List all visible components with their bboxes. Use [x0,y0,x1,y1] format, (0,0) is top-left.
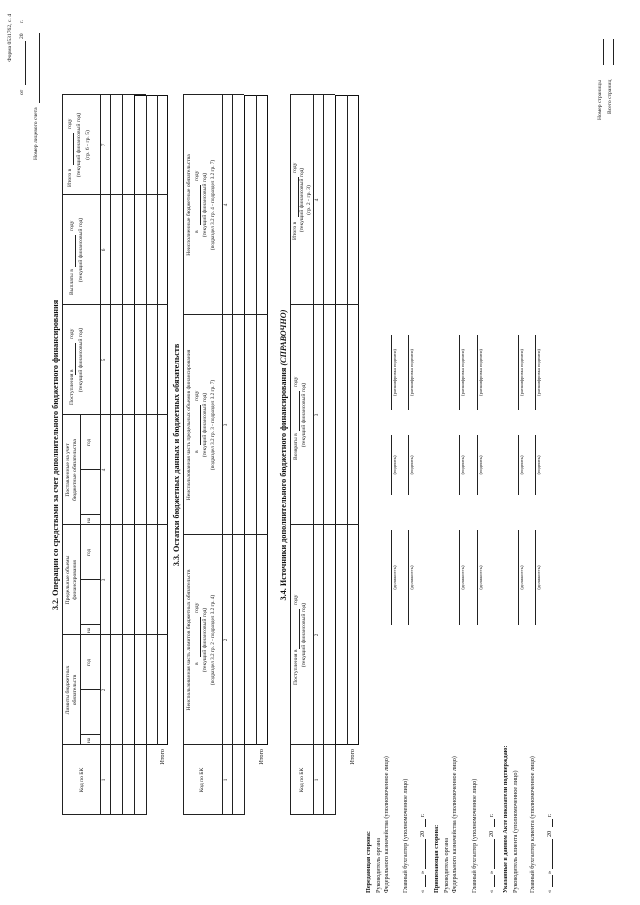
s33-c2-3: (текущий финансовый год) [202,607,208,673]
s34-c3-year: году [293,376,299,387]
r-date-close: » [488,870,495,874]
s32-colnum-4: 4 [101,468,107,472]
section-32-title: 3.2. Операции со средствами за счет дополнительного бюджетного финансирования [51,299,60,611]
section-32-total-box [134,95,168,745]
s32-receipts-1: Поступления в [69,369,75,405]
s34-col-code: Код по БК [299,767,305,793]
s32-year-1: год [86,658,92,667]
s32-year-3: год [86,438,92,447]
c-manager-decoding: (расшифровка подписи) [519,349,524,396]
s33-c3-3: (текущий финансовый год) [202,392,208,458]
s32-total-label: Итого [159,749,166,765]
date-year-suffix: г. [19,19,25,23]
r-manager-decoding: (расшифровка подписи) [460,349,465,396]
s32-total-3: (гр. 6 - гр. 5) [85,130,91,160]
r-date-suffix: г. [488,813,495,817]
s33-c3-4: (подраздел 3.2 гр. 3 - подраздел 3.2 гр. 7) [210,379,216,471]
t-manager-1: Руководитель органа [375,837,382,893]
form-label: Форма 0531762, с. 4 [7,14,13,62]
c-date-year: 20 [546,830,553,837]
s32-payments-1: Выплаты в [69,269,75,295]
s33-c3-1: Неиспользованная часть предельных объемов финансирования [186,349,192,501]
c-manager-position: (должность) [519,565,524,590]
s33-c2-1: Неиспользованная часть лимитов бюджетных обязательств [186,569,192,711]
t-accountant-signature: (подпись) [409,455,414,475]
s32-col-code: Код по БК [79,767,85,793]
s34-c4-2: (текущий финансовый год) [299,167,305,233]
s32-col-limits-1: Лимиты бюджетных [65,665,71,715]
s34-title-text: 3.4. Источники дополнительного бюджетного финансирования [279,367,288,601]
t-manager-2: Федерального казначейства (уполномоченное лицо) [383,756,390,893]
s33-c4-year: году [194,170,200,181]
s33-c2-2: в [194,662,200,665]
s32-colnum-1: 1 [101,778,107,782]
t-manager-signature: (подпись) [392,455,397,475]
s33-c3-year: году [194,390,200,401]
s32-total-2: (текущий финансовый год) [76,112,82,178]
date-underline [25,41,26,85]
t-manager-position: (должность) [392,565,397,590]
s34-c3-1: Возвраты в [293,433,299,460]
c-accountant: Главный бухгалтер клиента (уполномоченное лицо) [529,756,536,893]
r-accountant: Главный бухгалтер (уполномоченное лицо) [471,778,478,893]
date-year: 20 [19,33,25,39]
s33-c4-1: Неисполненные бюджетные обязательства [186,154,192,256]
s32-receipts-year: году [69,328,75,339]
s34-colnum-2: 2 [314,633,320,637]
t-accountant-decoding: (расшифровка подписи) [409,349,414,396]
s32-colnum-7: 7 [101,143,107,147]
t-date-close: » [419,870,426,874]
s33-c4-4: (подраздел 3.2 гр. 4 - подраздел 3.2 гр. 7) [210,159,216,251]
r-manager-1: Руководитель органа [443,837,450,893]
pages-total-label: Всего страниц [607,79,613,114]
r-date-open: « [488,889,495,893]
page-number-label: Номер страницы [597,80,603,120]
s34-total-label: Итого [349,749,356,765]
t-accountant-position: (должность) [409,565,414,590]
s32-year-2: год [86,548,92,557]
c-manager: Руководитель клиента (уполномоченное лицо) [512,770,519,893]
s32-col-obligations-1: Поставленные на учет [65,443,71,497]
c-date-close: » [546,870,553,874]
s32-col-limits-2: обязательств [72,674,78,706]
s34-c2-year: году [293,594,299,605]
r-accountant-position: (должность) [478,565,483,590]
c-accountant-signature: (подпись) [536,455,541,475]
s34-c2-2: (текущий финансовый год) [301,602,307,668]
s33-c2-4: (подраздел 3.2 гр. 2 - подраздел 3.2 гр. 4) [210,594,216,686]
s34-c4-1: Итого в [292,221,298,240]
t-date-open: « [419,889,426,893]
c-date-suffix: г. [546,813,553,817]
s34-c2-1: Поступления в [293,649,299,685]
date-from: от [19,89,25,95]
s33-c4-2: в [194,230,200,233]
s33-total-label: Итого [258,749,265,765]
s34-title-note: (СПРАВОЧНО) [279,309,288,366]
section-33-title: 3.3. Остатки бюджетных данных и бюджетных обязательств [172,343,181,567]
s32-colnum-2: 2 [101,688,107,692]
s33-c4-3: (текущий финансовый год) [202,172,208,238]
s34-c4-3: (гр. 2 - гр. 3) [306,185,312,215]
c-date-open: « [546,889,553,893]
s32-col-volumes-1: Предельные объемы [65,555,71,605]
receiving-label: Принимающая сторона: [433,824,440,893]
s32-total-1: Итого в [67,168,73,187]
s32-colnum-5: 5 [101,358,107,362]
c-accountant-decoding: (расшифровка подписи) [536,349,541,396]
r-accountant-decoding: (расшифровка подписи) [478,349,483,396]
s34-colnum-4: 4 [314,198,320,202]
s34-c4-year: году [292,162,298,173]
s33-col-code: Код по БК [199,767,205,793]
s32-colnum-3: 3 [101,578,107,582]
s32-payments-2: (текущий финансовый год) [78,217,84,283]
s32-on-1: на [86,737,92,743]
section-34-title [280,95,288,815]
s32-payments-year: году [69,220,75,231]
r-manager-position: (должность) [460,565,465,590]
s32-col-obligations-2: бюджетные обязательства [72,439,78,501]
r-date-year: 20 [488,830,495,837]
t-accountant: Главный бухгалтер (уполномоченное лицо) [402,778,409,893]
s34-c3-2: (текущий финансовый год) [301,382,307,448]
s32-on-2: на [86,627,92,633]
r-manager-2: Федерального казначейства (уполномоченное лицо) [451,756,458,893]
s32-on-3: на [86,517,92,523]
account-label: Номер лицевого счета [33,107,39,160]
c-manager-signature: (подпись) [519,455,524,475]
c-accountant-position: (должность) [536,565,541,590]
account-underline [39,33,40,103]
transferring-label: Передающая сторона: [365,831,372,893]
t-date-suffix: г. [419,813,426,817]
s33-colnum-4: 4 [223,203,229,207]
confirm-label: Указанные в данном Акте показатели подтверждаю: [502,745,509,893]
s33-colnum-2: 2 [223,638,229,642]
s33-colnum-1: 1 [223,778,229,782]
s33-c3-2: в [194,450,200,453]
s32-total-year: году [67,118,73,129]
r-manager-signature: (подпись) [460,455,465,475]
s34-colnum-3: 3 [314,413,320,417]
r-accountant-signature: (подпись) [478,455,483,475]
t-manager-decoding: (расшифровка подписи) [392,349,397,396]
s33-c2-year: году [194,602,200,613]
s33-colnum-3: 3 [223,423,229,427]
s34-colnum-1: 1 [314,778,320,782]
s32-col-volumes-2: финансирования [72,560,78,600]
s32-receipts-2: (текущий финансовый год) [78,327,84,393]
t-date-year: 20 [419,830,426,837]
s32-colnum-6: 6 [101,248,107,252]
